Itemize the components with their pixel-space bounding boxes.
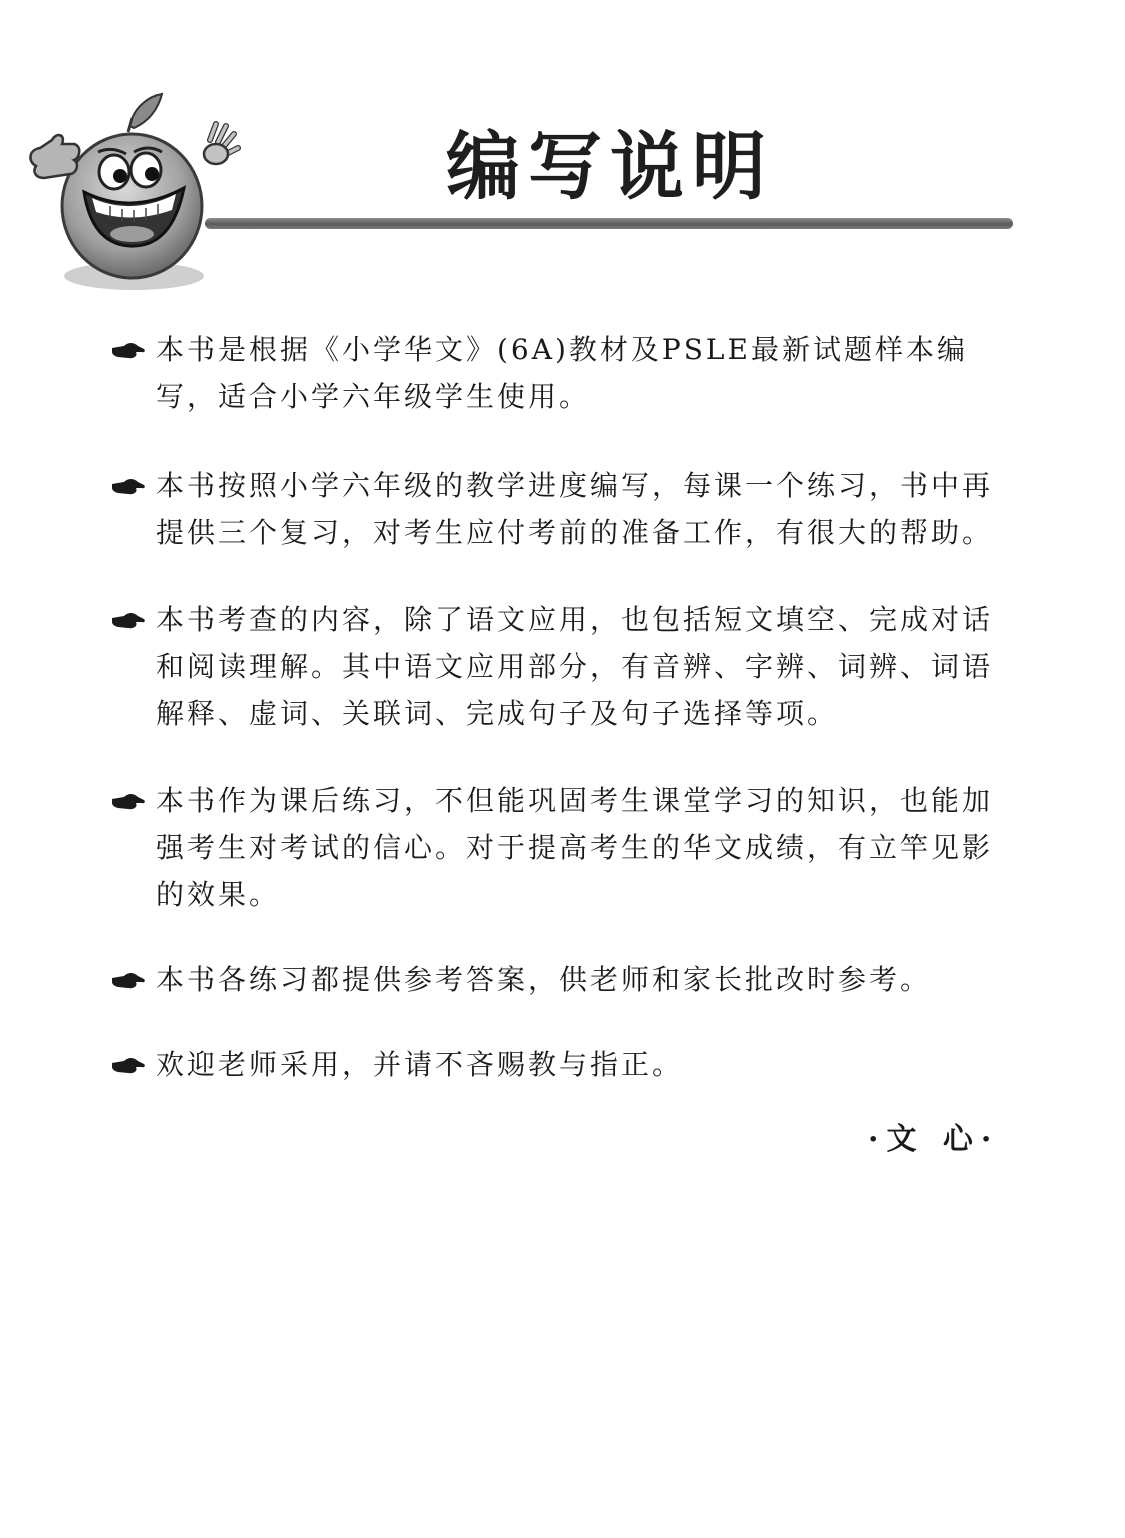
list-item bbox=[110, 956, 1015, 1003]
pointing-hand-icon bbox=[110, 476, 146, 498]
pointing-hand-icon bbox=[110, 970, 146, 992]
pointing-hand-icon bbox=[110, 340, 146, 362]
list-item bbox=[110, 462, 1015, 556]
bullet-text: 本书是根据《小学华文》(6A)教材及PSLE最新试题样本编写，适合小学六年级学生使用。 bbox=[156, 333, 968, 413]
bullet-text: 本书作为课后练习，不但能巩固考生课堂学习的知识，也能加强考生对考试的信心。对于提高考生的华文成绩，有立竿见影的效果。 bbox=[156, 784, 994, 911]
pointing-hand-icon bbox=[110, 791, 146, 813]
list-item bbox=[110, 326, 1015, 420]
title-underline-bar bbox=[205, 218, 1013, 229]
bullet-text: 本书各练习都提供参考答案，供老师和家长批改时参考。 bbox=[156, 963, 932, 996]
pointing-hand-icon bbox=[110, 1055, 146, 1077]
pointing-hand-icon bbox=[110, 610, 146, 632]
list-item bbox=[110, 1041, 1015, 1088]
bullet-text: 本书按照小学六年级的教学进度编写，每课一个练习，书中再提供三个复习，对考生应付考前的准备工作，有很大的帮助。 bbox=[156, 469, 994, 549]
bullet-list bbox=[110, 326, 1015, 1088]
author-signature: ·文 心· bbox=[868, 1122, 1000, 1157]
list-item bbox=[110, 777, 1015, 918]
bullet-text: 本书考查的内容，除了语文应用，也包括短文填空、完成对话和阅读理解。其中语文应用部分，有音辨、字辨、词辨、词语解释、虚词、关联词、完成句子及句子选择等项。 bbox=[156, 603, 994, 730]
list-item bbox=[110, 596, 1015, 737]
page-title: 编写说明 bbox=[446, 124, 774, 210]
bullet-text: 欢迎老师采用，并请不吝赐教与指正。 bbox=[156, 1048, 684, 1081]
smiling-fruit-mascot-icon bbox=[22, 88, 252, 303]
